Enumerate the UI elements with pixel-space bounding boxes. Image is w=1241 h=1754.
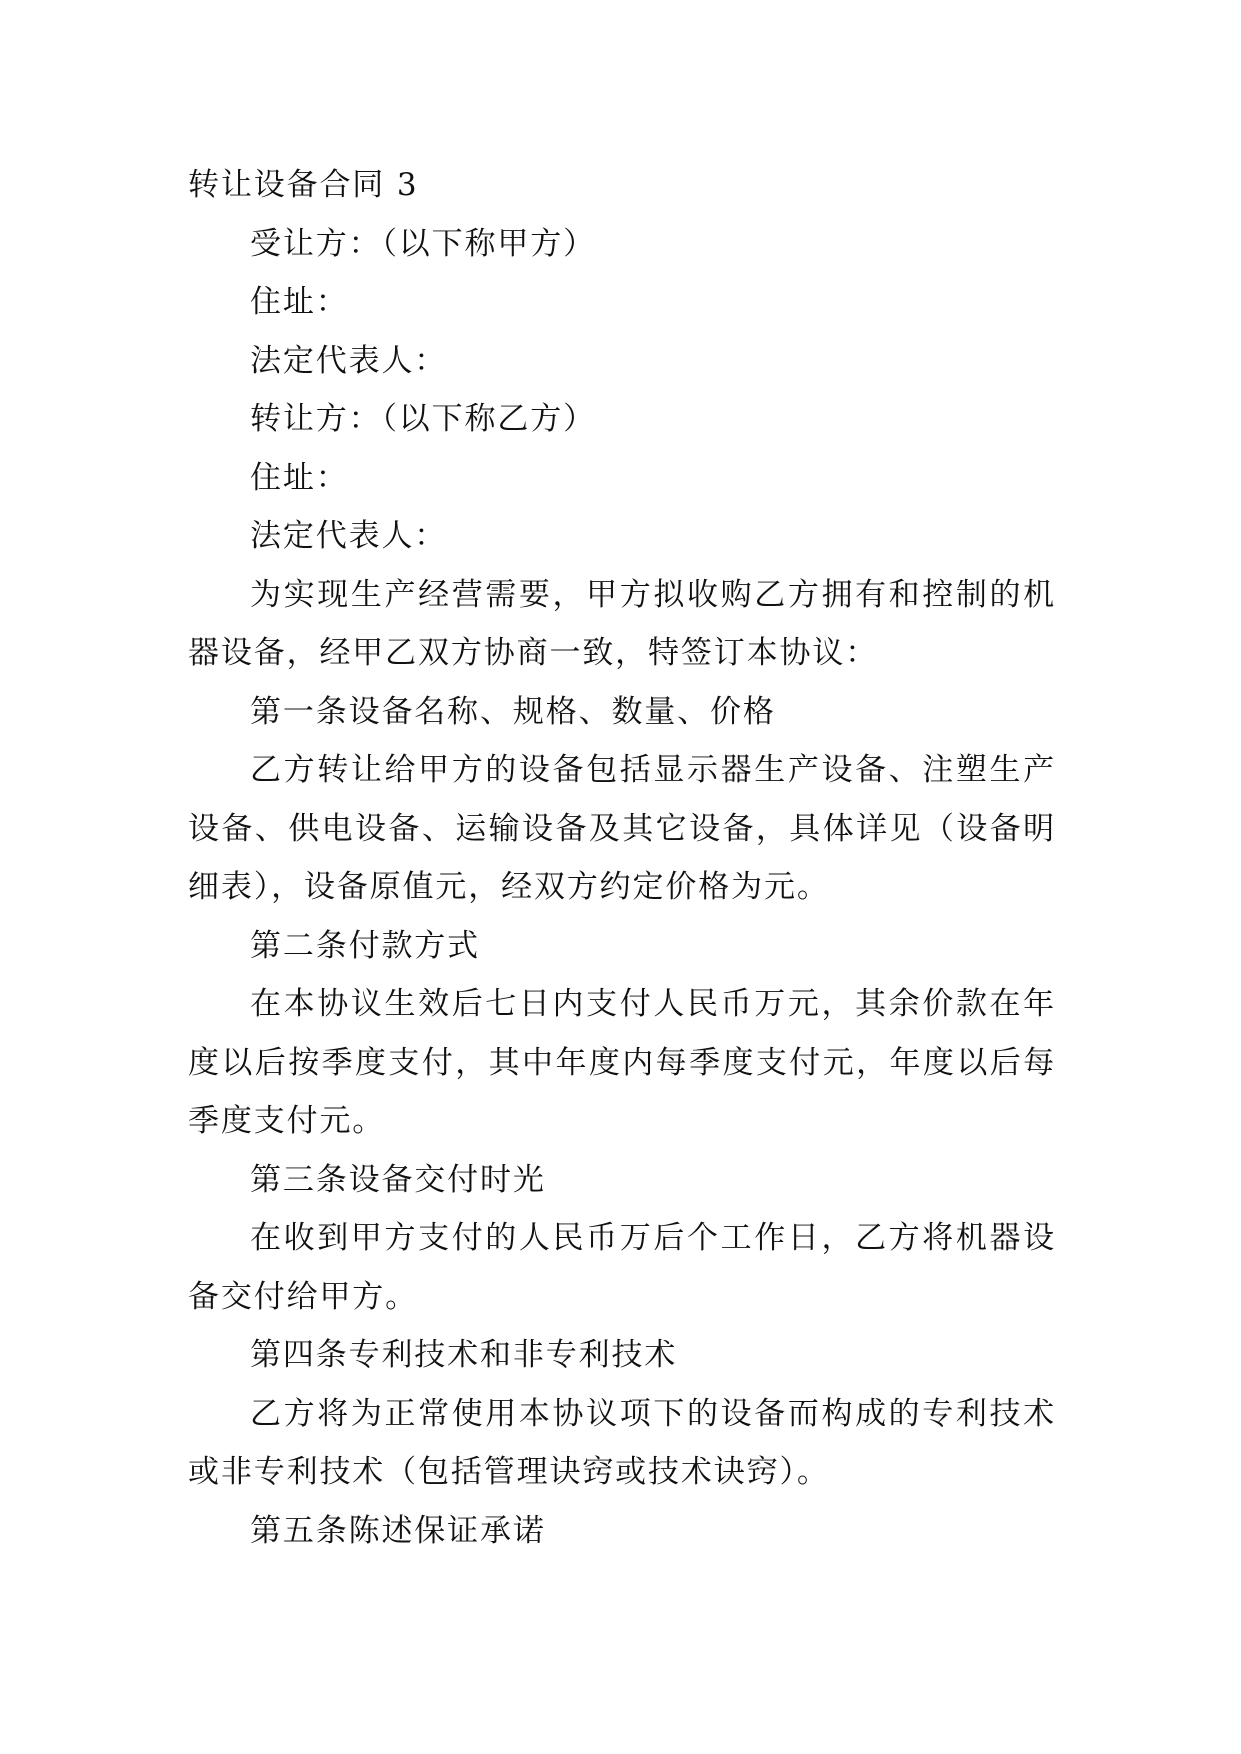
document-body <box>188 156 1056 1560</box>
clause-4-heading: 第四条专利技术和非专利技术 <box>250 1337 678 1373</box>
party-b-label: 转让方：（以下称乙方） <box>250 401 596 437</box>
party-a-address: 住址： <box>250 284 349 320</box>
clause-4-body: 乙方将为正常使用本协议项下的设备而构成的专利技术或非专利技术（包括管理诀窍或技术诀窍）。 <box>188 1395 1056 1490</box>
clause-3-body: 在收到甲方支付的人民币万后个工作日，乙方将机器设备交付给甲方。 <box>188 1220 1056 1315</box>
clause-1-heading: 第一条设备名称、规格、数量、价格 <box>250 693 776 730</box>
party-a-representative: 法定代表人： <box>250 342 448 379</box>
clause-2-heading: 第二条付款方式 <box>250 927 481 964</box>
clause-3-heading: 第三条设备交付时光 <box>250 1161 546 1198</box>
party-b-representative: 法定代表人： <box>250 518 448 554</box>
clause-1-body: 乙方转让给甲方的设备包括显示器生产设备、注塑生产设备、供电设备、运输设备及其它设备，具体详见（设备明细表），设备原值元，经双方约定价格为元。 <box>188 752 1056 905</box>
clause-5-heading: 第五条陈述保证承诺 <box>250 1512 546 1549</box>
party-b-address: 住址： <box>250 459 349 496</box>
document-title: 转让设备合同 3 <box>188 167 419 203</box>
party-a-label: 受让方：（以下称甲方） <box>250 225 596 262</box>
intro-paragraph: 为实现生产经营需要，甲方拟收购乙方拥有和控制的机器设备，经甲乙双方协商一致，特签订本协议： <box>188 576 1056 671</box>
clause-2-body: 在本协议生效后七日内支付人民币万元，其余价款在年度以后按季度支付，其中年度内每季度支付元，年度以后每季度支付元。 <box>188 986 1056 1139</box>
